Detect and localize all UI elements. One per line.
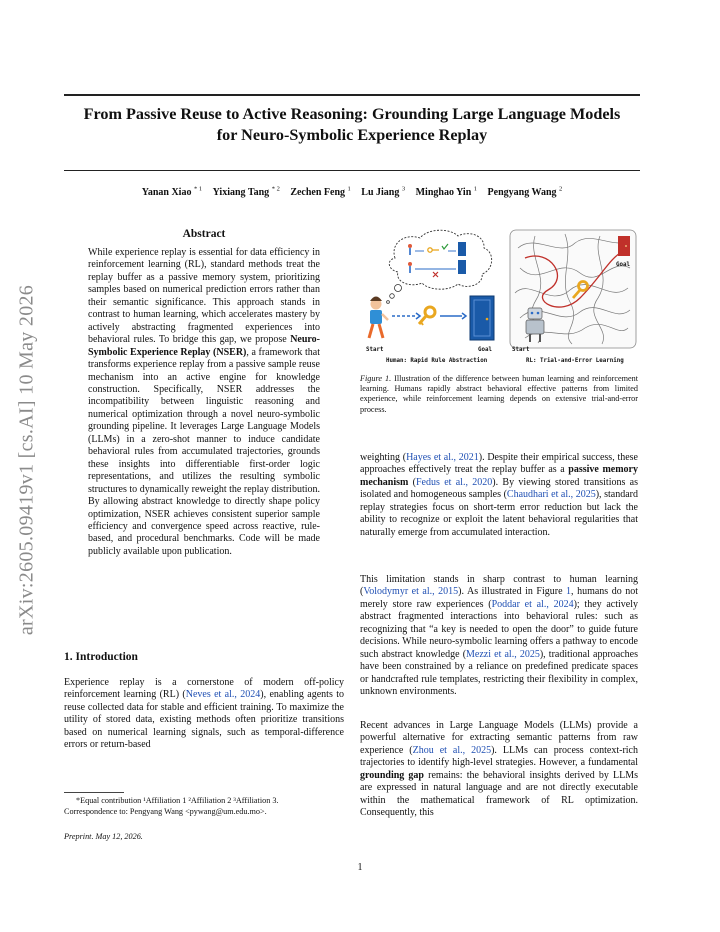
citation-link[interactable]: Fedus et al., 2020 (416, 476, 493, 488)
key-icon (419, 307, 435, 325)
footnote-rule (64, 792, 124, 793)
body-paragraph: weighting (Hayes et al., 2021). Despite their empirical success, these approaches effectively treat the replay buffer as a passive memory mechanism (Fedus et al., 2020). By viewing stored transitions as isolated and homogeneous samples (Chaudhari et al., 2025), standard replay strategies focus on short-term error reduction but lack the ability to recognize or exploit the latent behavioral regularities that naturally emerge from accumulated interaction. (360, 452, 639, 538)
citation-link[interactable]: Chaudhari et al., 2025 (506, 489, 596, 501)
figure-illustration (360, 228, 638, 368)
body-paragraph: Recent advances in Large Language Models (LLMs) provide a powerful alternative for extracting semantic patterns from raw experience (Zhou et al., 2025). LLMs can process context-rich trajectories to identify high-level strategies. However, a fundamental grounding gap remains: the behavioral insights derived by LLMs are expressed in natural language and are not directly executable within the mathematical framework of RL optimization. Consequently, this (360, 720, 638, 819)
subfigure-caption-human: Human: Rapid Rule Abstraction (386, 358, 488, 364)
subfigure-caption-rl: RL: Trial-and-Error Learning (526, 358, 624, 364)
figure-caption: Figure 1. Illustration of the difference between human learning and reinforcement learning. Humans rapidly abstract behavioral effective patterns from limited experience, while reinforcement learning depends on extensive trial-and-error process. (360, 374, 638, 414)
section-heading-introduction: 1. Introduction (64, 651, 138, 663)
body-paragraph: This limitation stands in sharp contrast to human learning (Volodymyr et al., 2015). As illustrated in Figure 1, humans do not merely store raw experiences (Poddar et al., 2024); they actively abstract fragmented interactions into behavioral rules: such as recognizing that “a key is needed to open the door” to guide future decisions. While neuro-symbolic learning offers a pathway to encode such abstract knowledge (Mezzi et al., 2025), traditional approaches have been constrained by a reliance on predefined predicate spaces or handcrafted rule templates, restricting their flexibility in complex, unknown environments. (360, 574, 639, 698)
label-goal: Goal (616, 262, 630, 268)
figure-caption-label: Figure 1. (360, 374, 392, 383)
author: Minghao Yin $^1$ (415, 186, 478, 199)
page-number: 1 (357, 862, 363, 873)
citation-link[interactable]: Neves et al., 2024 (185, 689, 261, 701)
preprint-note: Preprint. May 12, 2026. (64, 832, 143, 841)
label-goal: Goal (478, 347, 492, 353)
citation-link[interactable]: Mezzi et al., 2025 (466, 648, 540, 660)
footnote (64, 796, 344, 817)
title-line-1: From Passive Reuse to Active Reasoning: Grounding Large Language Models (83, 105, 621, 123)
title-top-rule (64, 94, 640, 96)
author: Yanan Xiao $^{* 1}$ (141, 186, 203, 199)
title-line-2: for Neuro-Symbolic Experience Replay (216, 126, 488, 144)
rl-maze-panel (510, 230, 636, 348)
author: Pengyang Wang $^2$ (487, 186, 563, 199)
label-start: Start (512, 347, 530, 353)
intro-paragraph: Experience replay is a cornerstone of modern off-policy reinforcement learning (RL) (Neves et al., 2024), enabling agents to reuse collected data for stable and efficient training. To maximize the utility of stored data, existing methods often prioritize transitions based on numerical learning signals, such as temporal-difference errors or return-based (64, 677, 344, 751)
abstract-heading: Abstract (182, 228, 226, 240)
arxiv-sidebar (12, 260, 42, 660)
door-icon (470, 296, 494, 340)
footnote-correspondence: Correspondence to: Pengyang Wang <pywang@um.edu.mo>. (64, 806, 267, 816)
figure-reference-link[interactable]: 1 (566, 586, 572, 598)
citation-link[interactable]: Hayes et al., 2021 (406, 452, 479, 463)
paper-title (64, 104, 640, 146)
arxiv-identifier: arXiv:2605.09419v1 [cs.AI] 10 May 2026 (15, 284, 38, 636)
footnote-affiliations: *Equal contribution ¹Affiliation 1 ²Affiliation 2 ³Affiliation 3. (76, 796, 279, 805)
title-bottom-rule (64, 170, 640, 171)
citation-link[interactable]: Volodymyr et al., 2015 (363, 586, 459, 598)
citation-link[interactable]: Poddar et al., 2024 (491, 598, 574, 610)
author: Zechen Feng $^1$ (290, 186, 351, 199)
figure-1 (360, 228, 638, 368)
author-list (64, 186, 640, 198)
label-start: Start (366, 347, 384, 353)
author: Lu Jiang $^3$ (361, 186, 406, 199)
citation-link[interactable]: Zhou et al., 2025 (412, 744, 492, 756)
method-name: Neuro-Symbolic Experience Replay (NSER) (88, 334, 320, 358)
human-figure (369, 297, 388, 339)
abstract-text: While experience replay is essential for data efficiency in reinforcement learning (RL), standard methods treat the replay buffer as a passive memory system, prioritizing samples based on numerical prediction errors rather than their semantic significance. This approach stands in contrast to human learning, which accelerates mastery by actively abstracting fragmented experiences into behavioral rules. To bridge this gap, we propose Neuro-Symbolic Experience Replay (NSER), a framework that transforms experience replay from a passive sample reuse mechanism into an active engine for knowledge construction. Specifically, NSER addresses the incompatibility between linguistic reasoning and numerical optimization through a novel neuro-symbolic grounding pipeline. It leverages Large Language Models (LLMs) in a zero-shot manner to induce candidate behavioral rules from accumulated trajectories, grounds these insights into differentiable first-order logic representations, and utilizes the resulting symbolic structures to dynamically reweight the replay distribution. By allowing abstract knowledge to directly shape policy optimization, NSER achieves consistent superior sample efficiency and convergence speed across reactive, rule-based, and procedural benchmarks. Code will be made publicly available upon publication. (88, 247, 320, 557)
thought-bubble (387, 230, 492, 303)
author: Yixiang Tang $^{* 2}$ (212, 186, 280, 199)
